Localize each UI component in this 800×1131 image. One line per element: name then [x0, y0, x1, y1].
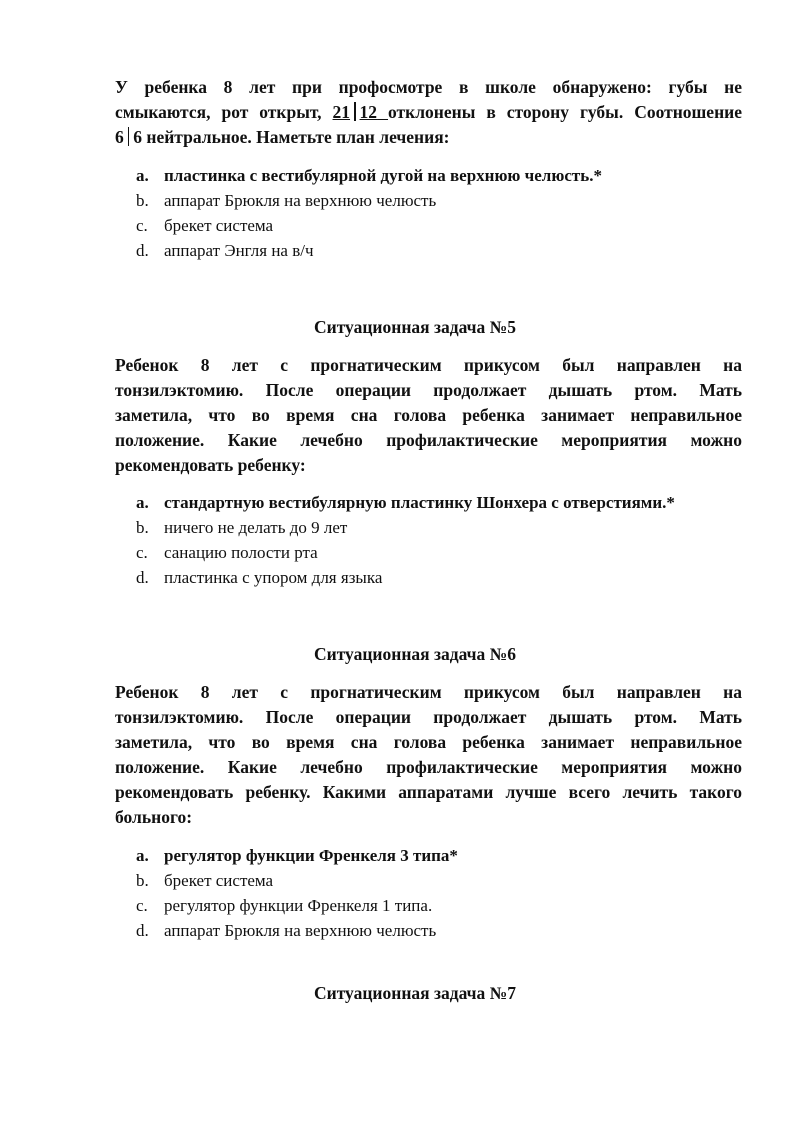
task4-option-a[interactable]	[136, 163, 746, 188]
option-text: аппарат Брюкля на верхнюю челюсть	[164, 191, 437, 210]
task6-option-d[interactable]	[136, 918, 746, 943]
task4-option-d[interactable]	[136, 238, 746, 263]
task5-question	[115, 353, 742, 478]
option-letter: b.	[136, 871, 149, 890]
task5-question-line-2: тонзилэктомию. После операции продолжает дышать ртом. Мать	[115, 380, 742, 400]
task4-question	[115, 75, 742, 150]
tooth-6-left: 6	[115, 127, 124, 147]
option-letter: c.	[136, 896, 148, 915]
task4-option-b[interactable]	[136, 188, 746, 213]
task4-question-line-3-text: 6 нейтральное. Наметьте план лечения:	[133, 127, 450, 147]
option-text: аппарат Энгля на в/ч	[164, 241, 314, 260]
task4-option-c[interactable]	[136, 213, 746, 238]
tooth-formula-upper	[333, 102, 388, 122]
task4-question-line-2-end: отклонены в сторону губы. Соотношение	[388, 102, 743, 122]
option-text: пластинка с упором для языка	[164, 568, 383, 587]
tooth-21: 21	[332, 102, 351, 122]
task5-options	[136, 490, 746, 590]
option-letter: b.	[136, 518, 149, 537]
task6-question	[115, 680, 742, 830]
task5-question-line-5: рекомендовать ребенку:	[115, 455, 306, 475]
task6-question-line-4: положение. Какие лечебно профилактические мероприятия можно	[115, 757, 742, 777]
tooth-divider	[354, 102, 356, 121]
task5-question-line-3: заметила, что во время сна голова ребенка занимает неправильное	[115, 405, 742, 425]
option-letter: a.	[136, 166, 149, 185]
option-letter: c.	[136, 216, 148, 235]
option-text: брекет система	[164, 216, 274, 235]
option-text: санацию полости рта	[164, 543, 318, 562]
task6-option-c[interactable]	[136, 893, 746, 918]
task6-options	[136, 843, 746, 943]
tooth-divider	[128, 127, 130, 146]
task6-question-line-3: заметила, что во время сна голова ребенка занимает неправильное	[115, 732, 742, 752]
task4-options	[136, 163, 746, 263]
option-text: стандартную вестибулярную пластинку Шонхера с отверстиями.*	[164, 493, 675, 512]
option-letter: a.	[136, 846, 149, 865]
option-text: пластинка с вестибулярной дугой на верхнюю челюсть.*	[164, 166, 602, 185]
task6-question-line-6: больного:	[115, 807, 193, 827]
option-text: аппарат Брюкля на верхнюю челюсть	[164, 921, 437, 940]
task6-question-line-5: рекомендовать ребенку. Какими аппаратами лучше всего лечить такого	[115, 782, 742, 802]
option-letter: d.	[136, 921, 149, 940]
option-text: регулятор функции Френкеля 1 типа.	[164, 896, 433, 915]
task5-option-c[interactable]	[136, 540, 746, 565]
option-text: регулятор функции Френкеля 3 типа*	[164, 846, 458, 865]
task4-question-line-2	[115, 100, 742, 125]
task6-option-a[interactable]	[136, 843, 746, 868]
task6-question-line-1: Ребенок 8 лет с прогнатическим прикусом был направлен на	[115, 682, 742, 702]
option-letter: d.	[136, 241, 149, 260]
task4-question-line-2-start: смыкаются, рот открыт,	[115, 102, 322, 122]
option-text: брекет система	[164, 871, 274, 890]
task6-question-line-2: тонзилэктомию. После операции продолжает дышать ртом. Мать	[115, 707, 742, 727]
tooth-12: 12	[359, 102, 378, 122]
task5-question-line-4: положение. Какие лечебно профилактические мероприятия можно	[115, 430, 742, 450]
task7-heading: Ситуационная задача №7	[313, 983, 517, 1003]
option-letter: b.	[136, 191, 149, 210]
option-letter: d.	[136, 568, 149, 587]
task5-question-line-1: Ребенок 8 лет с прогнатическим прикусом был направлен на	[115, 355, 742, 375]
task5-option-a[interactable]	[136, 490, 746, 515]
option-letter: a.	[136, 493, 149, 512]
task4-question-line-1: У ребенка 8 лет при профосмотре в школе обнаружено: губы не	[115, 77, 742, 97]
task5-option-b[interactable]	[136, 515, 746, 540]
option-text: ничего не делать до 9 лет	[164, 518, 348, 537]
task6-option-b[interactable]	[136, 868, 746, 893]
option-letter: c.	[136, 543, 148, 562]
task5-heading: Ситуационная задача №5	[313, 317, 517, 337]
task5-option-d[interactable]	[136, 565, 746, 590]
task4-question-line-3	[115, 125, 742, 150]
task6-heading: Ситуационная задача №6	[313, 644, 517, 664]
